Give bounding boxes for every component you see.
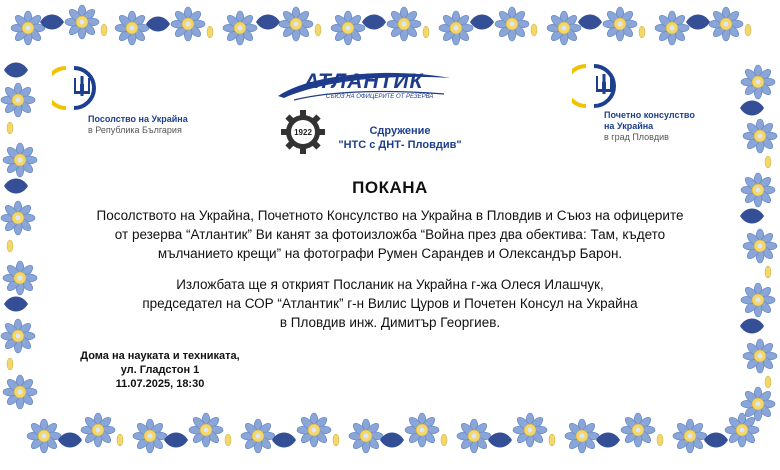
invitation-paragraph-1	[70, 206, 710, 263]
consulate-logo	[572, 64, 732, 154]
top-border-flowers	[11, 5, 751, 45]
embassy-logo	[52, 66, 232, 146]
ukraine-emblem-icon	[52, 66, 102, 110]
consulate-name-2: на Украйна	[604, 121, 654, 131]
atlantik-name: АТЛАНТИК	[304, 70, 424, 93]
paragraph-1-line-2: от резерва “Атлантик” Ви канят за фотоизложба “Война през два обектива: Там, където	[114, 227, 666, 242]
consulate-location: в град Пловдив	[604, 132, 669, 142]
right-border-flowers	[740, 65, 777, 421]
left-border-flowers	[1, 63, 37, 410]
invitation-title: ПОКАНА	[352, 178, 428, 197]
paragraph-2-line-3: в Пловдив инж. Димитър Георгиев.	[279, 315, 501, 330]
gear-icon	[281, 110, 325, 154]
bottom-border-flowers	[27, 413, 759, 453]
venue-info	[40, 349, 280, 391]
paragraph-2-line-1: Изложбата ще я открият Посланик на Украйна г-жа Олеся Илашчук,	[176, 277, 604, 292]
nts-line1: Сдружение	[369, 125, 431, 137]
paragraph-2-line-2: председател на СОР “Атлантик” г-н Вилис Цуров и Почетен Консул на Украйна	[142, 296, 638, 311]
venue-name: Дома на науката и техниката,	[80, 350, 240, 362]
ukraine-emblem-icon	[572, 64, 622, 108]
gear-year: 1922	[294, 128, 312, 137]
consulate-name-1: Почетно консулство	[604, 110, 695, 120]
venue-address: ул. Гладстон 1	[120, 364, 200, 376]
nts-organization	[330, 124, 470, 152]
embassy-location: в Република България	[88, 125, 182, 135]
atlantik-logo	[274, 66, 454, 106]
venue-datetime: 11.07.2025, 18:30	[115, 378, 205, 390]
nts-line2: "НТС с ДНТ- Пловдив"	[338, 139, 462, 151]
embassy-name: Посолство на Украйна	[88, 114, 188, 124]
atlantik-subtitle: СЪЮЗ НА ОФИЦЕРИТЕ ОТ РЕЗЕРВА	[326, 94, 434, 100]
invitation-paragraph-2	[70, 275, 710, 332]
paragraph-1-line-3: мълчанието крещи” на фотографи Румен Сарандев и Олександър Барон.	[157, 246, 623, 261]
paragraph-1-line-1: Посолството на Украйна, Почетното Консулство на Украйна в Пловдив и Съюз на офицерите	[96, 208, 684, 223]
